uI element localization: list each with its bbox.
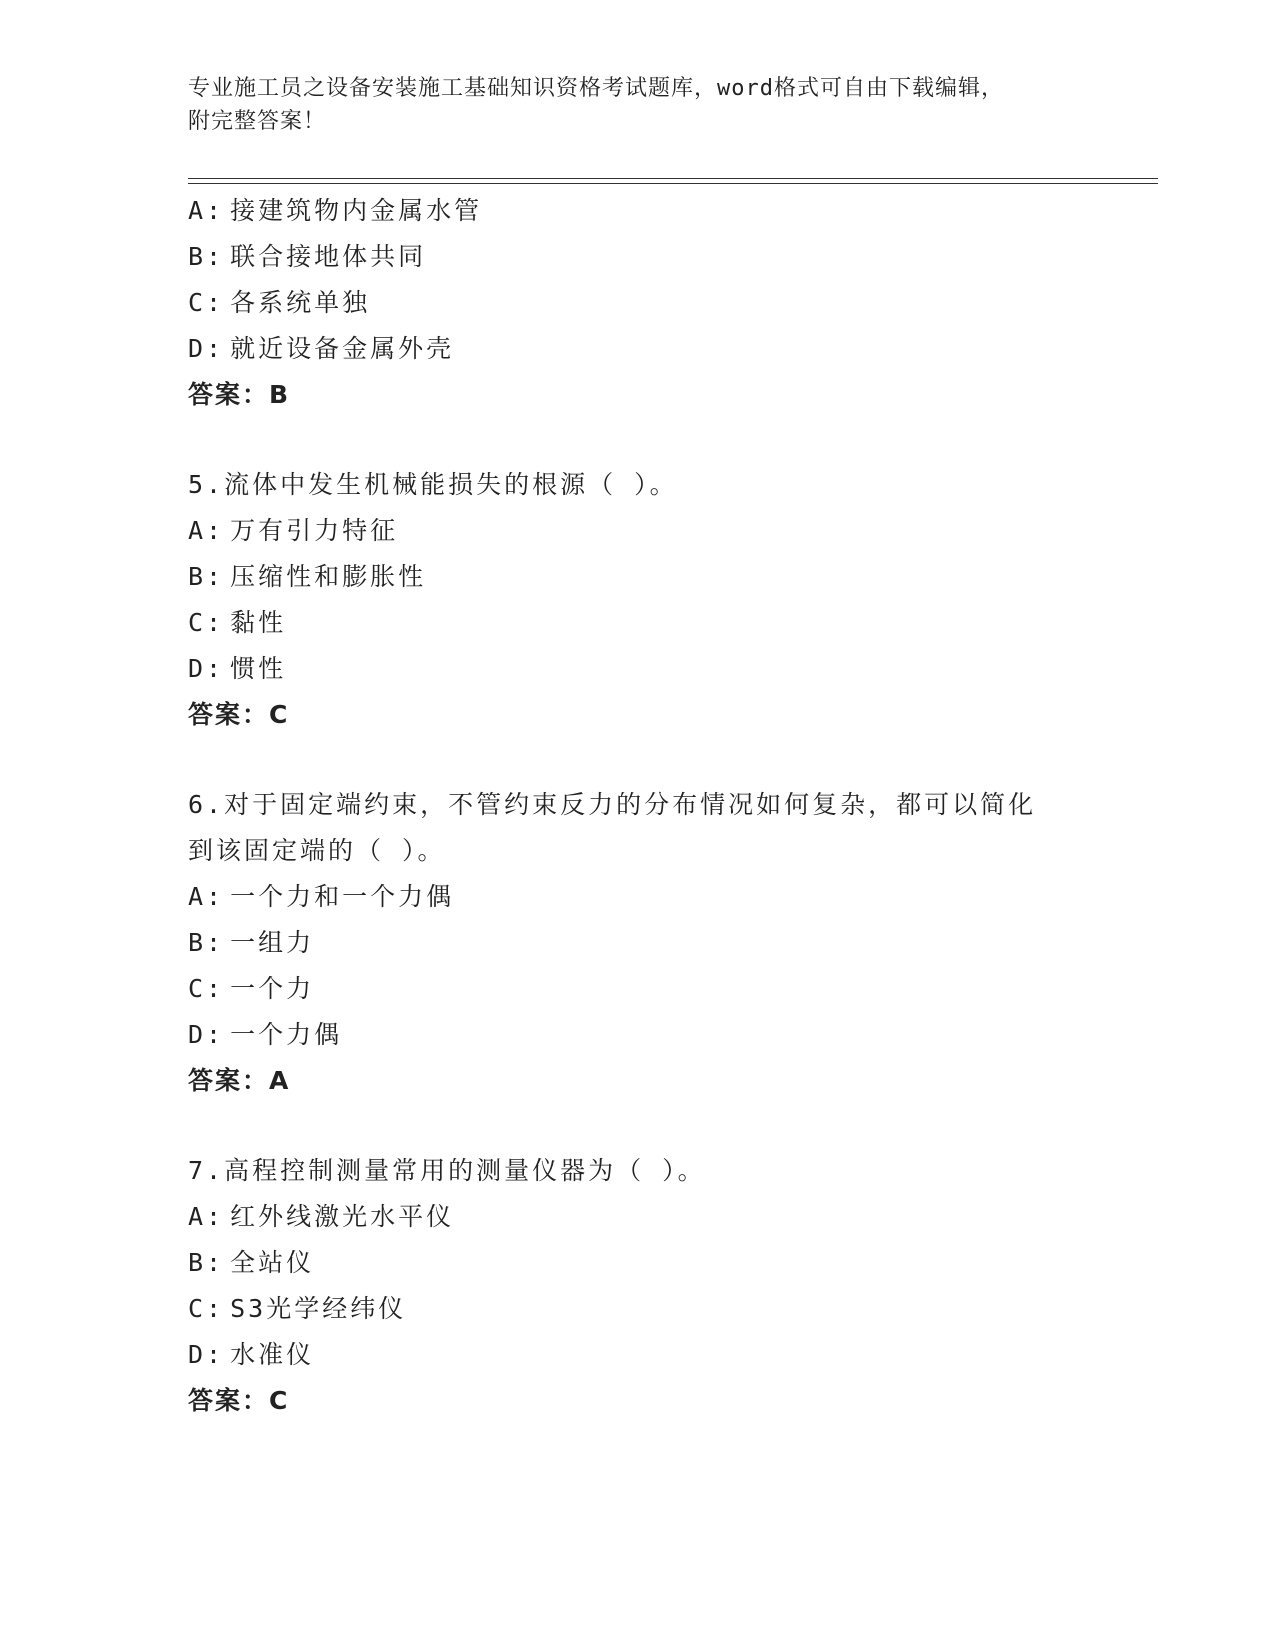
question-7 bbox=[188, 1148, 1088, 1424]
header-divider-bottom bbox=[188, 183, 1158, 184]
option-letter: D: bbox=[188, 1020, 225, 1049]
answer: 答案：C bbox=[188, 700, 290, 729]
option-text: 万有引力特征 bbox=[230, 516, 399, 545]
option-letter: C: bbox=[188, 608, 225, 637]
question-stem: 5.流体中发生机械能损失的根源（ ）。 bbox=[188, 470, 678, 499]
option-text: 一个力和一个力偶 bbox=[230, 882, 455, 911]
option-a bbox=[188, 188, 1088, 234]
option-letter: B: bbox=[188, 1248, 225, 1277]
answer: 答案：A bbox=[188, 1066, 291, 1095]
option-d bbox=[188, 646, 1088, 692]
header-line-2: 附完整答案！ bbox=[188, 109, 327, 134]
option-letter: C: bbox=[188, 974, 225, 1003]
option-letter: B: bbox=[188, 242, 225, 271]
option-text: 一个力 bbox=[230, 974, 315, 1003]
option-text: 就近设备金属外壳 bbox=[230, 334, 455, 363]
option-a bbox=[188, 508, 1088, 554]
option-b bbox=[188, 920, 1088, 966]
option-letter: A: bbox=[188, 516, 225, 545]
option-text: 各系统单独 bbox=[230, 288, 371, 317]
option-d bbox=[188, 326, 1088, 372]
option-d bbox=[188, 1012, 1088, 1058]
document-header bbox=[188, 72, 1068, 138]
question-4 bbox=[188, 188, 1088, 418]
option-d bbox=[188, 1332, 1088, 1378]
answer: 答案：C bbox=[188, 1386, 290, 1415]
option-letter: C: bbox=[188, 1294, 225, 1323]
option-text: 一组力 bbox=[230, 928, 315, 957]
header-line-1: 专业施工员之设备安装施工基础知识资格考试题库，word格式可自由下载编辑， bbox=[188, 76, 1004, 101]
spacer bbox=[188, 738, 1088, 782]
option-text: 压缩性和膨胀性 bbox=[230, 562, 427, 591]
option-c bbox=[188, 280, 1088, 326]
option-text: 水准仪 bbox=[230, 1340, 315, 1369]
option-c bbox=[188, 600, 1088, 646]
option-letter: D: bbox=[188, 654, 225, 683]
option-letter: B: bbox=[188, 562, 225, 591]
question-stem: 7.高程控制测量常用的测量仪器为（ ）。 bbox=[188, 1156, 706, 1185]
option-c bbox=[188, 1286, 1088, 1332]
option-letter: A: bbox=[188, 1202, 225, 1231]
option-b bbox=[188, 1240, 1088, 1286]
spacer bbox=[188, 418, 1088, 462]
option-text: 联合接地体共同 bbox=[230, 242, 427, 271]
option-text: 红外线激光水平仪 bbox=[230, 1202, 455, 1231]
header-divider-top bbox=[188, 178, 1158, 179]
option-text: 全站仪 bbox=[230, 1248, 315, 1277]
option-letter: D: bbox=[188, 1340, 225, 1369]
answer: 答案：B bbox=[188, 380, 291, 409]
option-text: 接建筑物内金属水管 bbox=[230, 196, 483, 225]
option-b bbox=[188, 234, 1088, 280]
question-list bbox=[188, 188, 1088, 1424]
option-letter: B: bbox=[188, 928, 225, 957]
option-letter: C: bbox=[188, 288, 225, 317]
option-letter: D: bbox=[188, 334, 225, 363]
question-5 bbox=[188, 462, 1088, 738]
option-letter: A: bbox=[188, 882, 225, 911]
option-a bbox=[188, 1194, 1088, 1240]
spacer bbox=[188, 1104, 1088, 1148]
option-b bbox=[188, 554, 1088, 600]
option-a bbox=[188, 874, 1088, 920]
question-6 bbox=[188, 782, 1088, 1104]
option-text: S3光学经纬仪 bbox=[230, 1294, 407, 1323]
option-text: 一个力偶 bbox=[230, 1020, 343, 1049]
question-stem-line-1: 6.对于固定端约束，不管约束反力的分布情况如何复杂，都可以简化 bbox=[188, 790, 1037, 819]
option-letter: A: bbox=[188, 196, 225, 225]
option-text: 黏性 bbox=[230, 608, 287, 637]
option-c bbox=[188, 966, 1088, 1012]
question-stem-line-2: 到该固定端的（ ）。 bbox=[188, 836, 446, 865]
option-text: 惯性 bbox=[230, 654, 287, 683]
